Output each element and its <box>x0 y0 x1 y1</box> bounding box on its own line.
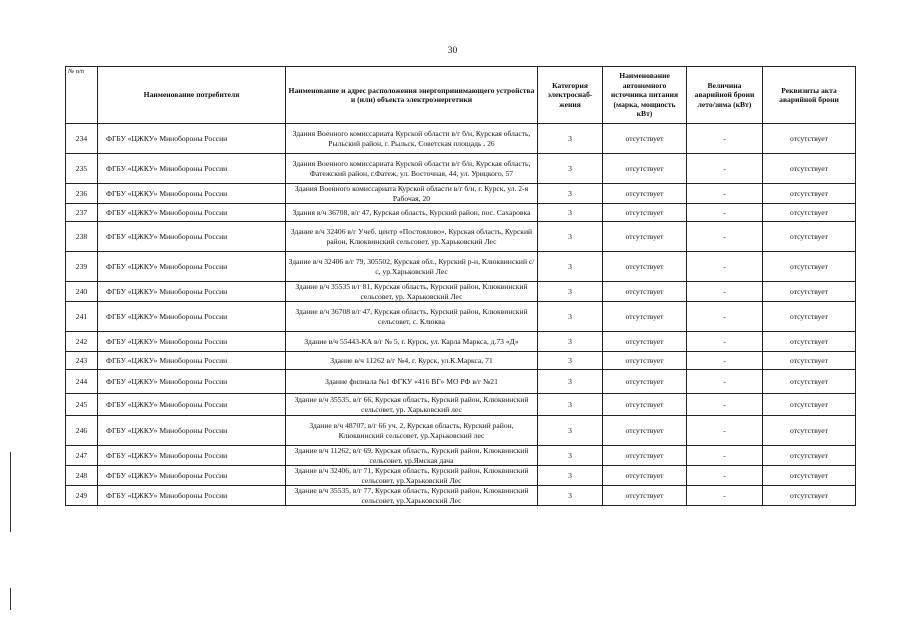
row-number: 240 <box>66 282 98 302</box>
object-address: Здание в/ч 32406 в/г Учеб. центр «Постоялово», Курская область, Курский район, Клюквинский сельсовет, ур.Харьковский Лес <box>286 222 538 252</box>
consumer-name: ФГБУ «ЦЖКУ» Минобороны России <box>98 416 286 446</box>
power-source: отсутствует <box>603 124 687 154</box>
registry-table <box>65 66 856 506</box>
power-source: отсутствует <box>603 446 687 466</box>
power-source: отсутствует <box>603 282 687 302</box>
header-power-source: Наименование автономного источника питания (марка, мощность кВт) <box>603 67 687 124</box>
table-row <box>66 302 856 332</box>
supply-category: 3 <box>538 352 603 370</box>
act-details: отсутствует <box>763 486 856 506</box>
row-number: 243 <box>66 352 98 370</box>
row-number: 247 <box>66 446 98 466</box>
supply-category: 3 <box>538 282 603 302</box>
act-details: отсутствует <box>763 184 856 204</box>
table-row <box>66 154 856 184</box>
table-row <box>66 352 856 370</box>
object-address: Здание в/ч 35535 в/г 81, Курская область, Курский район, Клюквинский сельсовет, ур. Харьковский Лес <box>286 282 538 302</box>
reserve-value: - <box>687 446 763 466</box>
row-number: 238 <box>66 222 98 252</box>
consumer-name: ФГБУ «ЦЖКУ» Минобороны России <box>98 466 286 486</box>
act-details: отсутствует <box>763 124 856 154</box>
table-row <box>66 222 856 252</box>
consumer-name: ФГБУ «ЦЖКУ» Минобороны России <box>98 352 286 370</box>
consumer-name: ФГБУ «ЦЖКУ» Минобороны России <box>98 486 286 506</box>
row-number: 248 <box>66 466 98 486</box>
object-address: Здание филиала №1 ФГКУ «416 ВГ» МО РФ в/г №21 <box>286 370 538 394</box>
supply-category: 3 <box>538 252 603 282</box>
row-number: 249 <box>66 486 98 506</box>
header-number: № п/п <box>66 67 98 124</box>
object-address: Здания в/ч 36708, в/г 47, Курская область, Курский район, пос. Сахаровка <box>286 204 538 222</box>
consumer-name: ФГБУ «ЦЖКУ» Минобороны России <box>98 282 286 302</box>
reserve-value: - <box>687 486 763 506</box>
table-row <box>66 332 856 352</box>
reserve-value: - <box>687 370 763 394</box>
object-address: Здание в/ч 48707, в/г 66 уч. 2, Курская область, Курский район, Клюквинский сельсовет, ур.Харьковский лес <box>286 416 538 446</box>
supply-category: 3 <box>538 184 603 204</box>
supply-category: 3 <box>538 332 603 352</box>
table-row <box>66 446 856 466</box>
reserve-value: - <box>687 332 763 352</box>
reserve-value: - <box>687 394 763 416</box>
header-consumer: Наименование потребителя <box>98 67 286 124</box>
table-row <box>66 184 856 204</box>
reserve-value: - <box>687 184 763 204</box>
supply-category: 3 <box>538 486 603 506</box>
supply-category: 3 <box>538 394 603 416</box>
supply-category: 3 <box>538 154 603 184</box>
object-address: Здания Военного комиссариата Курской области в/г б/н, Курская область, Фатежский район, г.Фатеж, ул. Восточная, 44, ул. Урицкого, 57 <box>286 154 538 184</box>
object-address: Здание в/ч 35535, в/г 77, Курская область, Курский район, Клюквинский сельсовет, ур.Харьковский Лес <box>286 486 538 506</box>
reserve-value: - <box>687 154 763 184</box>
power-source: отсутствует <box>603 416 687 446</box>
power-source: отсутствует <box>603 394 687 416</box>
header-act-details: Реквизиты акта аварийной брони <box>763 67 856 124</box>
row-number: 239 <box>66 252 98 282</box>
power-source: отсутствует <box>603 352 687 370</box>
reserve-value: - <box>687 124 763 154</box>
supply-category: 3 <box>538 222 603 252</box>
supply-category: 3 <box>538 204 603 222</box>
supply-category: 3 <box>538 416 603 446</box>
reserve-value: - <box>687 204 763 222</box>
table-row <box>66 124 856 154</box>
consumer-name: ФГБУ «ЦЖКУ» Минобороны России <box>98 302 286 332</box>
consumer-name: ФГБУ «ЦЖКУ» Минобороны России <box>98 124 286 154</box>
row-number: 236 <box>66 184 98 204</box>
supply-category: 3 <box>538 370 603 394</box>
row-number: 245 <box>66 394 98 416</box>
object-address: Здание в/ч 11262 в/г №4, г. Курск, ул.К.Маркса, 71 <box>286 352 538 370</box>
power-source: отсутствует <box>603 204 687 222</box>
consumer-name: ФГБУ «ЦЖКУ» Минобороны России <box>98 332 286 352</box>
row-number: 242 <box>66 332 98 352</box>
power-source: отсутствует <box>603 486 687 506</box>
supply-category: 3 <box>538 302 603 332</box>
table-row <box>66 486 856 506</box>
row-number: 234 <box>66 124 98 154</box>
margin-mark <box>10 452 11 532</box>
row-number: 246 <box>66 416 98 446</box>
object-address: Здание в/ч 32406, в/г 71, Курская область, Курский район, Клюквинский сельсовет, ур.Харьковский Лес <box>286 466 538 486</box>
act-details: отсутствует <box>763 446 856 466</box>
consumer-name: ФГБУ «ЦЖКУ» Минобороны России <box>98 222 286 252</box>
header-reserve-value: Величина аварийной брони лето/зима (кВт) <box>687 67 763 124</box>
supply-category: 3 <box>538 124 603 154</box>
object-address: Здания Военного комиссариата Курской области в/г б/н, г. Курск, ул. 2-я Рабочая, 20 <box>286 184 538 204</box>
power-source: отсутствует <box>603 332 687 352</box>
act-details: отсутствует <box>763 154 856 184</box>
header-address: Наименование и адрес расположения энергопринимающего устройства и (или) объекта электроэнергетики <box>286 67 538 124</box>
reserve-value: - <box>687 302 763 332</box>
table-row <box>66 204 856 222</box>
reserve-value: - <box>687 416 763 446</box>
power-source: отсутствует <box>603 154 687 184</box>
act-details: отсутствует <box>763 252 856 282</box>
row-number: 241 <box>66 302 98 332</box>
reserve-value: - <box>687 222 763 252</box>
reserve-value: - <box>687 282 763 302</box>
consumer-name: ФГБУ «ЦЖКУ» Минобороны России <box>98 184 286 204</box>
power-source: отсутствует <box>603 302 687 332</box>
reserve-value: - <box>687 252 763 282</box>
table-row <box>66 370 856 394</box>
object-address: Здание в/ч 32406 в/г 79, 305502, Курская обл., Курский р-н, Клюквинский с/с, ур.Харьковский Лес <box>286 252 538 282</box>
power-source: отсутствует <box>603 184 687 204</box>
consumer-name: ФГБУ «ЦЖКУ» Минобороны России <box>98 446 286 466</box>
supply-category: 3 <box>538 446 603 466</box>
consumer-name: ФГБУ «ЦЖКУ» Минобороны России <box>98 154 286 184</box>
act-details: отсутствует <box>763 282 856 302</box>
power-source: отсутствует <box>603 466 687 486</box>
act-details: отсутствует <box>763 416 856 446</box>
act-details: отсутствует <box>763 466 856 486</box>
object-address: Здания Военного комиссариата Курской области в/г б/н, Курская область, Рыльский район, г. Рыльск, Советская площадь , 26 <box>286 124 538 154</box>
object-address: Здание в/ч 55443-КА в/г № 5, г. Курск, ул. Карла Маркса, д.73 «Д» <box>286 332 538 352</box>
header-category: Категория электроснаб-жения <box>538 67 603 124</box>
act-details: отсутствует <box>763 352 856 370</box>
margin-mark <box>10 588 11 610</box>
row-number: 237 <box>66 204 98 222</box>
consumer-name: ФГБУ «ЦЖКУ» Минобороны России <box>98 394 286 416</box>
row-number: 244 <box>66 370 98 394</box>
supply-category: 3 <box>538 466 603 486</box>
act-details: отсутствует <box>763 370 856 394</box>
table-row <box>66 466 856 486</box>
table-body <box>66 124 856 506</box>
object-address: Здание в/ч 11262, в/г 69, Курская область, Курский район, Клюквинский сельсовет, ур.Ямская дача <box>286 446 538 466</box>
consumer-name: ФГБУ «ЦЖКУ» Минобороны России <box>98 252 286 282</box>
page-number: 30 <box>447 46 458 56</box>
consumer-name: ФГБУ «ЦЖКУ» Минобороны России <box>98 204 286 222</box>
table-header-row <box>66 67 856 124</box>
table-row <box>66 416 856 446</box>
act-details: отсутствует <box>763 222 856 252</box>
act-details: отсутствует <box>763 302 856 332</box>
reserve-value: - <box>687 466 763 486</box>
consumer-name: ФГБУ «ЦЖКУ» Минобороны России <box>98 370 286 394</box>
act-details: отсутствует <box>763 332 856 352</box>
row-number: 235 <box>66 154 98 184</box>
power-source: отсутствует <box>603 370 687 394</box>
table-row <box>66 394 856 416</box>
object-address: Здание в/ч 36708 в/г 47, Курская область, Курский район, Клюквинский сельсовет, с. Клюква <box>286 302 538 332</box>
power-source: отсутствует <box>603 222 687 252</box>
power-source: отсутствует <box>603 252 687 282</box>
table-row <box>66 252 856 282</box>
act-details: отсутствует <box>763 204 856 222</box>
table-row <box>66 282 856 302</box>
reserve-value: - <box>687 352 763 370</box>
object-address: Здание в/ч 35535, в/г 66, Курская область, Курский район, Клюквинский сельсовет, ур. Харьковский лес <box>286 394 538 416</box>
act-details: отсутствует <box>763 394 856 416</box>
